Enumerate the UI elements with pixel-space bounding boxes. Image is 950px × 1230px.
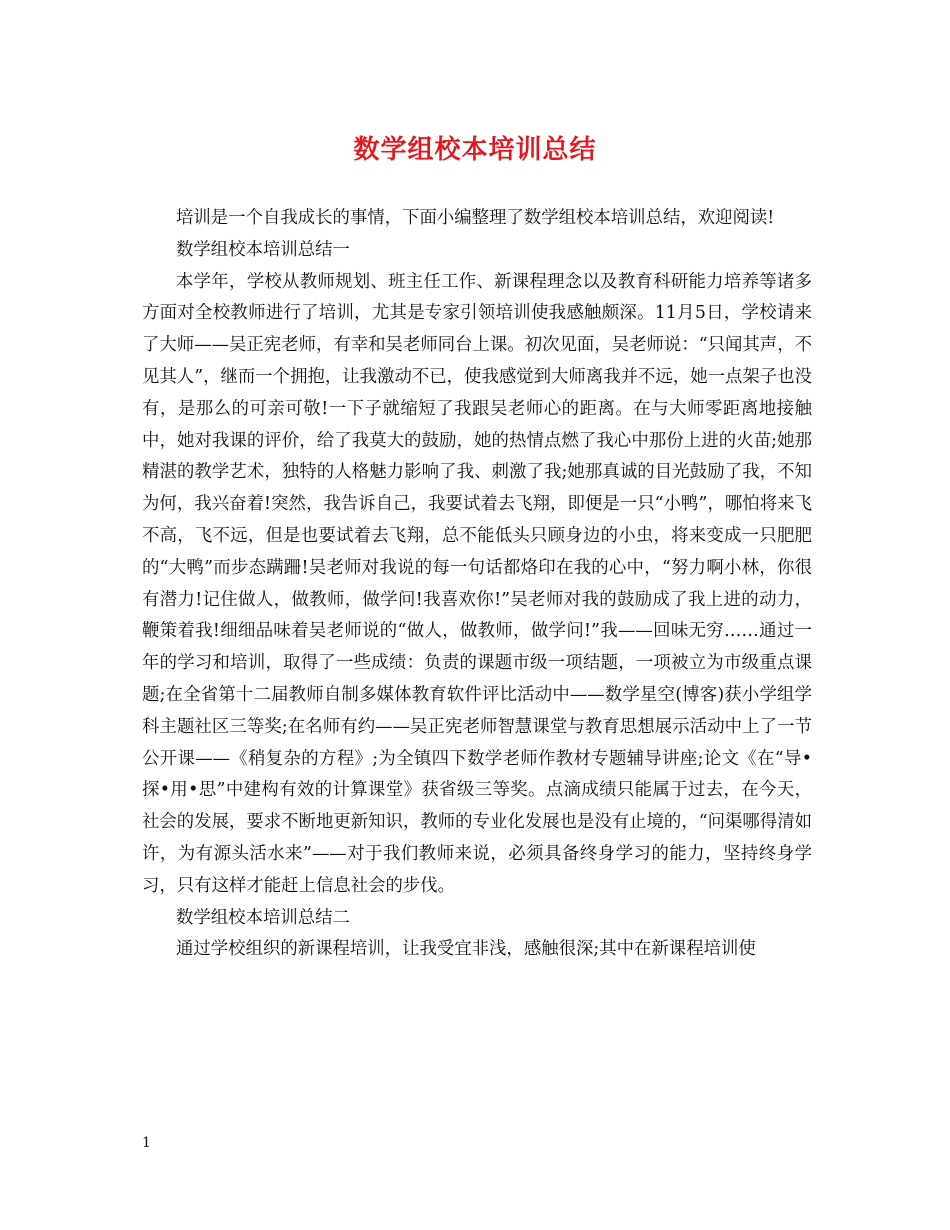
section-heading-1: 数学组校本培训总结一 [176,239,350,260]
section-2-paragraph: 通过学校组织的新课程培训，让我受宜非浅，感触很深;其中在新课程培训使 [176,939,756,960]
section-1-paragraph: 本学年，学校从教师规划、班主任工作、新课程理念以及教育科研能力培养等诸多方面对全校教师进行了培训，尤其是专家引领培训使我感触颇深。11月5日，学校请来了大师——吴正宪老师，有幸和吴老师同台上课。初次见面，吴老师说：“只闻其声，不见其人”，继而一个拥抱，让我激动不已，使我感觉到大师离我并不远，她一点架子也没有，是那么的可亲可敬!一下子就缩短了我跟吴老师心的距离。在与大师零距离地接触中，她对我课的评价，给了我莫大的鼓励，她的热情点燃了我心中那份上进的火苗;她那精湛的教学艺术，独特的人格魅力影响了我、刺激了我;她那真诚的目光鼓励了我，不知为何，我兴奋着!突然，我告诉自己，我要试着去飞翔，即便是一只“小鸭”，哪怕将来飞不高，飞不远，但是也要试着去飞翔，总不能低头只顾身边的小虫，将来变成一只肥肥的“大鸭”而步态蹒跚!吴老师对我说的每一句话都烙印在我的心中，“努力啊小林，你很有潜力!记住做人，做教师，做学问!我喜欢你!”吴老师对我的鼓励成了我上进的动力，鞭策着我!细细品味着吴老师说的“做人，做教师，做学问!”我——回味无穷……通过一年的学习和培训，取得了一些成绩：负责的课题市级一项结题，一项被立为市级重点课题;在全省第十二届教师自制多媒体教育软件评比活动中——数学星空(博客)获小学组学科主题社区三等奖;在名师有约——吴正宪老师智慧课堂与教育思想展示活动中上了一节公开课——《稍复杂的方程》;为全镇四下数学老师作教材专题辅导讲座;论文《在“导•探•用•思”中建构有效的计算课堂》获省级三等奖。点滴成绩只能属于过去，在今天，社会的发展，要求不断地更新知识，教师的专业化发展也是没有止境的，“问渠哪得清如许，为有源头活水来”——对于我们教师来说，必须具备终身学习的能力，坚持终身学习，只有这样才能赶上信息社会的步伐。 [142,271,812,896]
document-body [142,203,812,966]
document-title: 数学组校本培训总结 [353,135,597,165]
section-heading-2: 数学组校本培训总结二 [176,907,350,928]
page-number: 1 [142,1135,151,1151]
intro-paragraph: 培训是一个自我成长的事情，下面小编整理了数学组校本培训总结，欢迎阅读! [176,208,775,228]
